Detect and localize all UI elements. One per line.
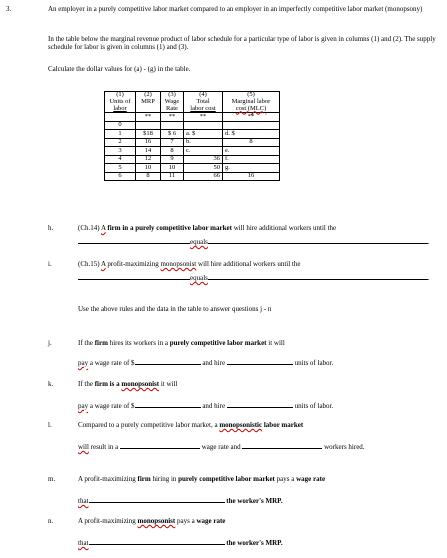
table-row: 2 16 7 b. 8: [105, 138, 280, 147]
blank-d[interactable]: d. $: [223, 130, 280, 139]
blank-l-wage[interactable]: [120, 441, 200, 449]
item-label-l: l.: [48, 421, 52, 429]
item-label-j: j.: [48, 339, 52, 347]
question-paragraph-3: Calculate the dollar values for (a) - (g) in the table.: [48, 65, 191, 73]
col-header-units: (1) Units of labor: [105, 92, 136, 113]
table-row: 6 8 11 66 16: [105, 172, 280, 181]
stars: **: [184, 113, 223, 122]
question-intro: An employer in a purely competitive labor market compared to an employer in an imperfectly competitive labor market (monopsony): [48, 5, 423, 13]
blank-n[interactable]: [89, 537, 225, 545]
blank-j-wage[interactable]: [135, 357, 201, 365]
blank-a[interactable]: a. $: [184, 130, 223, 139]
item-label-k: k.: [48, 380, 54, 388]
blank-e[interactable]: e.: [223, 147, 280, 156]
item-h-text: (Ch.14) A firm in a purely competitive labor market will hire additional workers until the: [78, 224, 337, 232]
item-label-m: m.: [48, 475, 56, 483]
labor-table: [104, 91, 280, 181]
item-label-i: i.: [48, 260, 52, 268]
blank-b[interactable]: b.: [184, 138, 223, 147]
table-row: 3 14 8 c. e.: [105, 147, 280, 156]
blank-i1[interactable]: [78, 272, 190, 280]
item-m-text: A profit-maximizing firm hiring in purely competitive labor market pays a wage rate: [78, 475, 326, 483]
blank-i2[interactable]: [208, 272, 428, 280]
table-row: 0: [105, 121, 280, 130]
item-j-text: If the firm hires its workers in a purely competitive labor market it will: [78, 339, 285, 347]
item-n-text: A profit-maximizing monopsonist pays a wage rate: [78, 517, 226, 525]
col-header-mrp: (2) MRP: [136, 92, 161, 113]
item-m-line2: that the worker's MRP.: [78, 497, 283, 505]
blank-c[interactable]: c.: [184, 147, 223, 156]
blank-k-units[interactable]: [227, 400, 293, 408]
item-i-text: (Ch.15) A profit-maximizing monopsonist will hire additional workers until the: [78, 260, 301, 268]
question-number: 3.: [6, 5, 12, 13]
blank-k-wage[interactable]: [135, 400, 201, 408]
item-h-line2: equals .: [78, 236, 430, 246]
stars: **: [161, 113, 184, 122]
blank-j-units[interactable]: [227, 357, 293, 365]
table-row: 5 10 10 50 g.: [105, 164, 280, 173]
item-l-text: Compared to a purely competitive labor market, a monopsonistic labor market: [78, 421, 304, 429]
item-k-text: If the firm is a monopsonist it will: [78, 380, 178, 388]
blank-h2[interactable]: [208, 236, 428, 244]
stars: **: [223, 113, 280, 122]
item-j-line2: pay a wage rate of $ and hire units of labor.: [78, 359, 334, 367]
item-i-line2: equals .: [78, 272, 430, 282]
col-header-wage: (3) Wage Rate: [161, 92, 184, 113]
col-header-mlc: (5) Marginal labor cost (MLC): [223, 92, 280, 113]
table-header-row: [105, 92, 280, 113]
instruction-note: Use the above rules and the data in the table to answer questions j - n: [78, 305, 272, 313]
blank-h1[interactable]: [78, 236, 190, 244]
blank-g[interactable]: g.: [223, 164, 280, 173]
item-label-n: n.: [48, 517, 54, 525]
table-row: 1 $18 $ 6 a. $ d. $: [105, 130, 280, 139]
table-row: 4 12 9 36 f.: [105, 155, 280, 164]
blank-f[interactable]: f.: [223, 155, 280, 164]
item-label-h: h.: [48, 224, 54, 232]
col-header-total: (4) Total labor cost: [184, 92, 223, 113]
item-l-line2: will result in a wage rate and workers hired.: [78, 443, 365, 451]
question-paragraph-2: In the table below the marginal revenue product of labor schedule for a particular type of labor is given in columns (1) and (2). The supply schedule for labor is given in columns (1) and (3).: [48, 35, 436, 52]
item-n-line2: that the worker's MRP.: [78, 539, 283, 547]
item-k-line2: pay a wage rate of $ and hire units of labor.: [78, 402, 334, 410]
stars: **: [136, 113, 161, 122]
blank-l-workers[interactable]: [242, 441, 322, 449]
table-stars-row: [105, 113, 280, 122]
blank-m[interactable]: [89, 495, 225, 503]
